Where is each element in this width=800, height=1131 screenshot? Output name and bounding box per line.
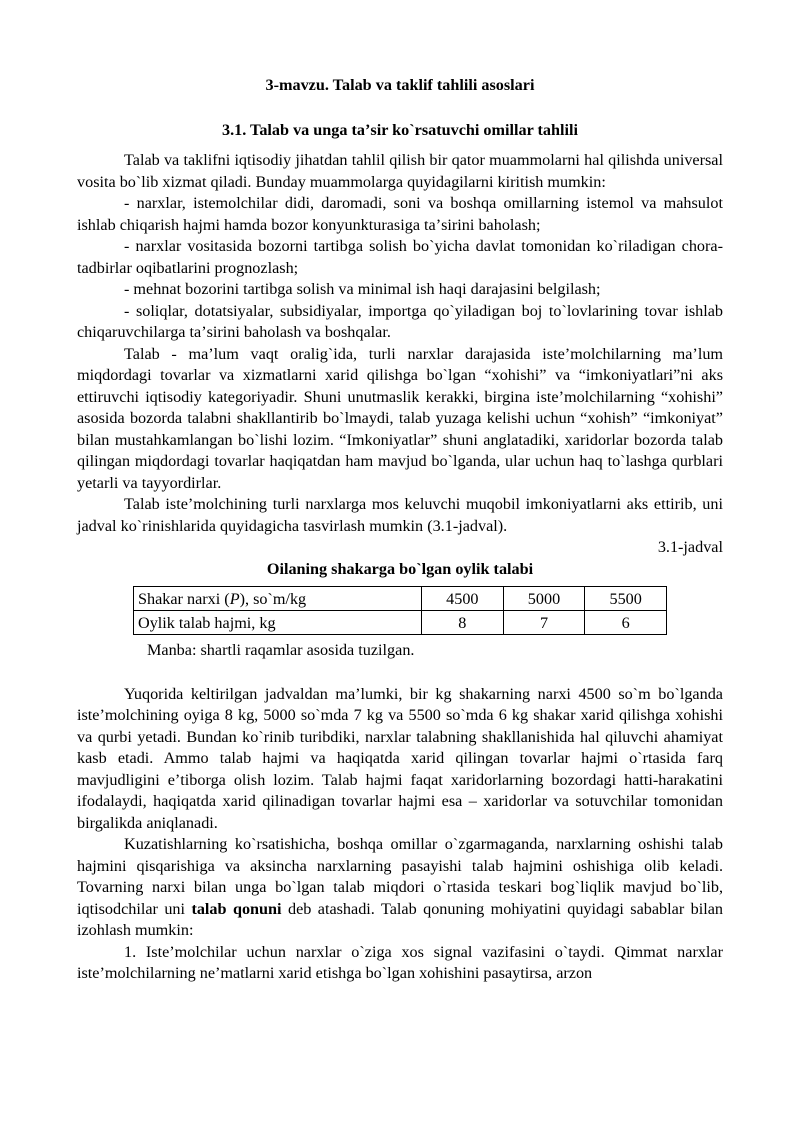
document-page [77, 70, 723, 985]
table-caption: Oilaning shakarga bo`lgan oylik talabi [266, 559, 534, 578]
table-row [134, 587, 667, 611]
law-text-before: Kuzatishlarning ko`rsatishicha, boshqa omillar o`zgarmaganda, narxlarning oshishi talab hajmini qisqarishiga va aksincha narxlarning pasayishi talab hajmini oshishiga olib keladi. Tovarning narxi bilan unga bo`lgan talab miqdori o`rtasida teskari bog`liqlik mavjud bo`lib, iqtisodchilar uni [77, 835, 723, 918]
paragraph [77, 834, 723, 942]
paragraph: Talab isteʼmolchining turli narxlarga mos keluvchi muqobil imkoniyatlarni aks ettirib, uni jadval ko`rinishlarida quyidagicha tasvirlash mumkin (3.1-jadval). [77, 495, 723, 535]
paragraph: Talab - maʼlum vaqt oralig`ida, turli narxlar darajasida isteʼmolchilarning maʼlum miqdordagi tovarlar va xizmatlarni xarid qilishga bo`lgan “xohishi” va “imkoniyatlari”ni aks ettiruvchi iqtisodiy kategoriyadir. Shuni unutmaslik kerakki, birgina isteʼmolchilarning “xohishi” asosida bozorda talabni shakllantirib bo`lmaydi, talab yuzaga kelishi uchun “xohish” “imkoniyat” bilan mustahkamlangan bo`lishi lozim. “Imkoniyatlar” shuni anglatadiki, xaridorlar bozorda talab qilingan miqdordagi tovarlar haqiqatdan ham mavjud bo`lganda, ular uchun haq to`lashga qurblari yetarli va tayyordirlar. [77, 344, 723, 492]
law-term: talab qonuni [191, 899, 282, 918]
table-cell: 7 [503, 611, 585, 635]
paragraph: Talab va taklifni iqtisodiy jihatdan tahlil qilish bir qator muammolarni hal qilishda universal vosita bo`lib xizmat qiladi. Bunday muammolarga quyidagilarni kiritish mumkin: [77, 151, 723, 191]
price-variable: P [229, 589, 240, 608]
table-cell: 5000 [503, 587, 585, 611]
table-number: 3.1-jadval [657, 538, 723, 556]
table-cell: 5500 [585, 587, 667, 611]
law-text-after: deb atashadi. Talab qonuning mohiyatini quyidagi sabablar bilan izohlash mumkin: [77, 899, 724, 939]
list-item: - narxlar, istemolchilar didi, daromadi, soni va boshqa omillarning istemol va mahsulot ishlab chiqarish hajmi hamda bozor konyunkturasiga taʼsirini baholash; [77, 194, 723, 234]
list-item: - soliqlar, dotatsiyalar, subsidiyalar, importga qo`yiladigan boj to`lovlarining tovar ishlab chiqaruvchilarga taʼsirini baholash va boshqalar. [77, 301, 723, 341]
table-cell: 8 [422, 611, 504, 635]
document-title: 3-mavzu. Talab va taklif tahlili asoslari [265, 76, 535, 94]
table-source: Manba: shartli raqamlar asosida tuzilgan. [147, 641, 415, 659]
table-cell: 6 [585, 611, 667, 635]
table-cell-label: Oylik talab hajmi, kg [134, 611, 422, 635]
paragraph: 1. Isteʼmolchilar uchun narxlar o`ziga xos signal vazifasini o`taydi. Qimmat narxlar isteʼmolchilarning neʼmatlarni xarid etishga bo`lgan xohishini pasaytirsa, arzon [77, 942, 723, 982]
spacer [77, 662, 723, 684]
price-label-suffix: ), so`m/kg [239, 589, 307, 608]
paragraph: Yuqorida keltirilgan jadvaldan maʼlumki, bir kg shakarning narxi 4500 so`m bo`lganda isteʼmolchining oyiga 8 kg, 5000 so`mda 7 kg va 5500 so`mda 6 kg shakar xarid qilishga xohishi va qurbi yetadi. Bundan ko`rinib turibdiki, narxlar talabning shakllanishida hal qiluvchi ahamiyat kasb etadi. Ammo talab hajmi va haqiqatda xarid qilingan tovarlar hajmi o`rtasida farq mavjudligini eʼtiborga olish lozim. Talab hajmi faqat xaridorlarning bozordagi hatti-harakatini ifodalaydi, haqiqatda xarid qilinadigan tovarlar hajmi esa – xaridorlar va sotuvchilar tomonidan birgalikda aniqlanadi. [77, 684, 723, 832]
table-row [134, 611, 667, 635]
price-label-prefix: Shakar narxi ( [138, 589, 230, 608]
demand-table [133, 586, 667, 635]
table-cell-label [134, 587, 422, 611]
section-title: 3.1. Talab va unga taʼsir ko`rsatuvchi omillar tahlili [221, 121, 579, 139]
list-item: - mehnat bozorini tartibga solish va minimal ish haqi darajasini belgilash; [124, 280, 601, 298]
list-item: - narxlar vositasida bozorni tartibga solish bo`yicha davlat tomonidan ko`riladigan chora-tadbirlar oqibatlarini prognozlash; [77, 237, 723, 277]
table-cell: 4500 [422, 587, 504, 611]
